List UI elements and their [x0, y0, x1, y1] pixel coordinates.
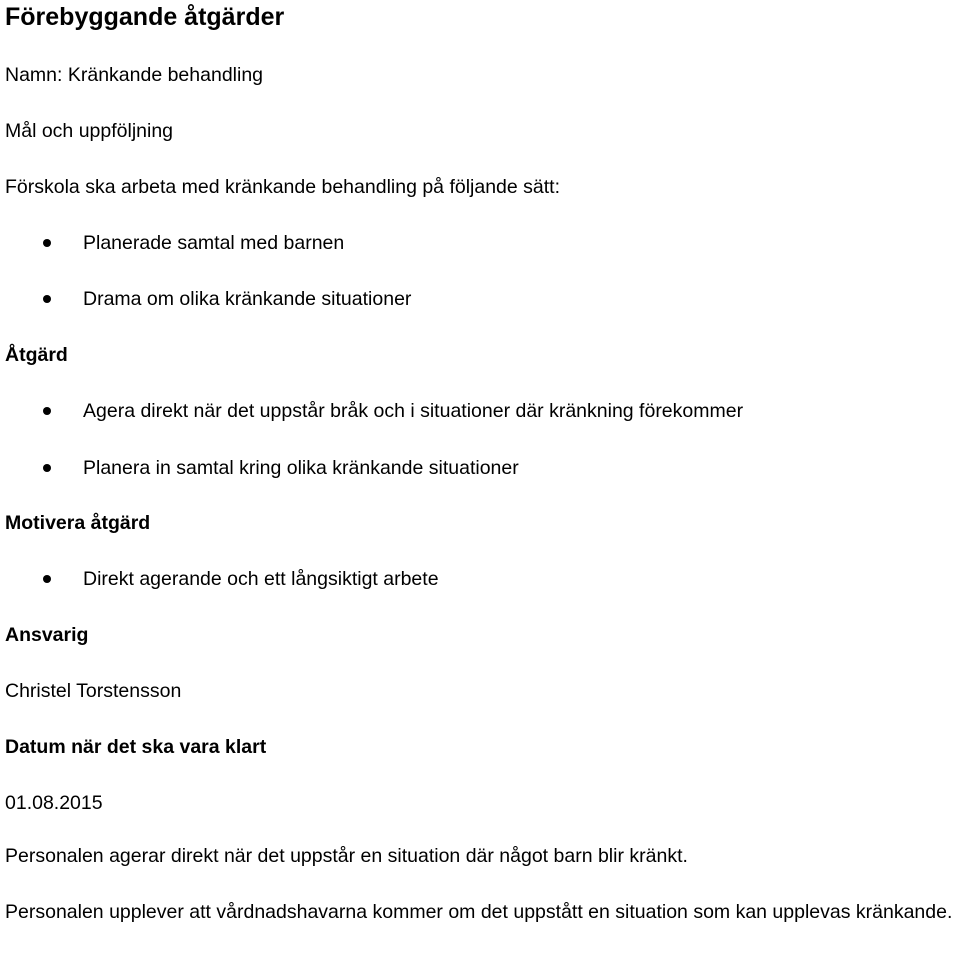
list-item-text: Planera in samtal kring olika kränkande situationer [83, 457, 519, 479]
list-item [0, 567, 960, 591]
list-item-text: Drama om olika kränkande situationer [83, 288, 412, 310]
date-value: 01.08.2015 [5, 792, 103, 814]
list-item-text: Agera direkt när det uppstår bråk och i situationer där kränkning förekommer [83, 400, 744, 422]
list-item [0, 399, 960, 423]
paragraph-1: Personalen agerar direkt när det uppstår en situation där något barn blir kränkt. [5, 845, 688, 867]
responsible-heading: Ansvarig [5, 624, 89, 646]
bullet-icon [43, 575, 51, 583]
bullet-icon [43, 464, 51, 472]
goal-heading: Mål och uppföljning [5, 120, 174, 142]
bullet-icon [43, 407, 51, 415]
responsible-name: Christel Torstensson [5, 680, 182, 702]
list-item [0, 231, 960, 255]
intro-text: Förskola ska arbeta med kränkande behandling på följande sätt: [5, 176, 561, 198]
list-item [0, 287, 960, 311]
paragraph-2: Personalen upplever att vårdnadshavarna kommer om det uppstått en situation som kan upplevas kränkande. [5, 901, 953, 923]
action-heading: Åtgärd [5, 344, 68, 366]
bullet-icon [43, 239, 51, 247]
name-line: Namn: Kränkande behandling [5, 64, 264, 86]
page-title: Förebyggande åtgärder [5, 3, 285, 31]
list-item-text: Planerade samtal med barnen [83, 232, 345, 254]
motivate-heading: Motivera åtgärd [5, 512, 151, 534]
date-heading: Datum när det ska vara klart [5, 736, 267, 758]
bullet-icon [43, 295, 51, 303]
list-item [0, 456, 960, 480]
list-item-text: Direkt agerande och ett långsiktigt arbete [83, 568, 439, 590]
